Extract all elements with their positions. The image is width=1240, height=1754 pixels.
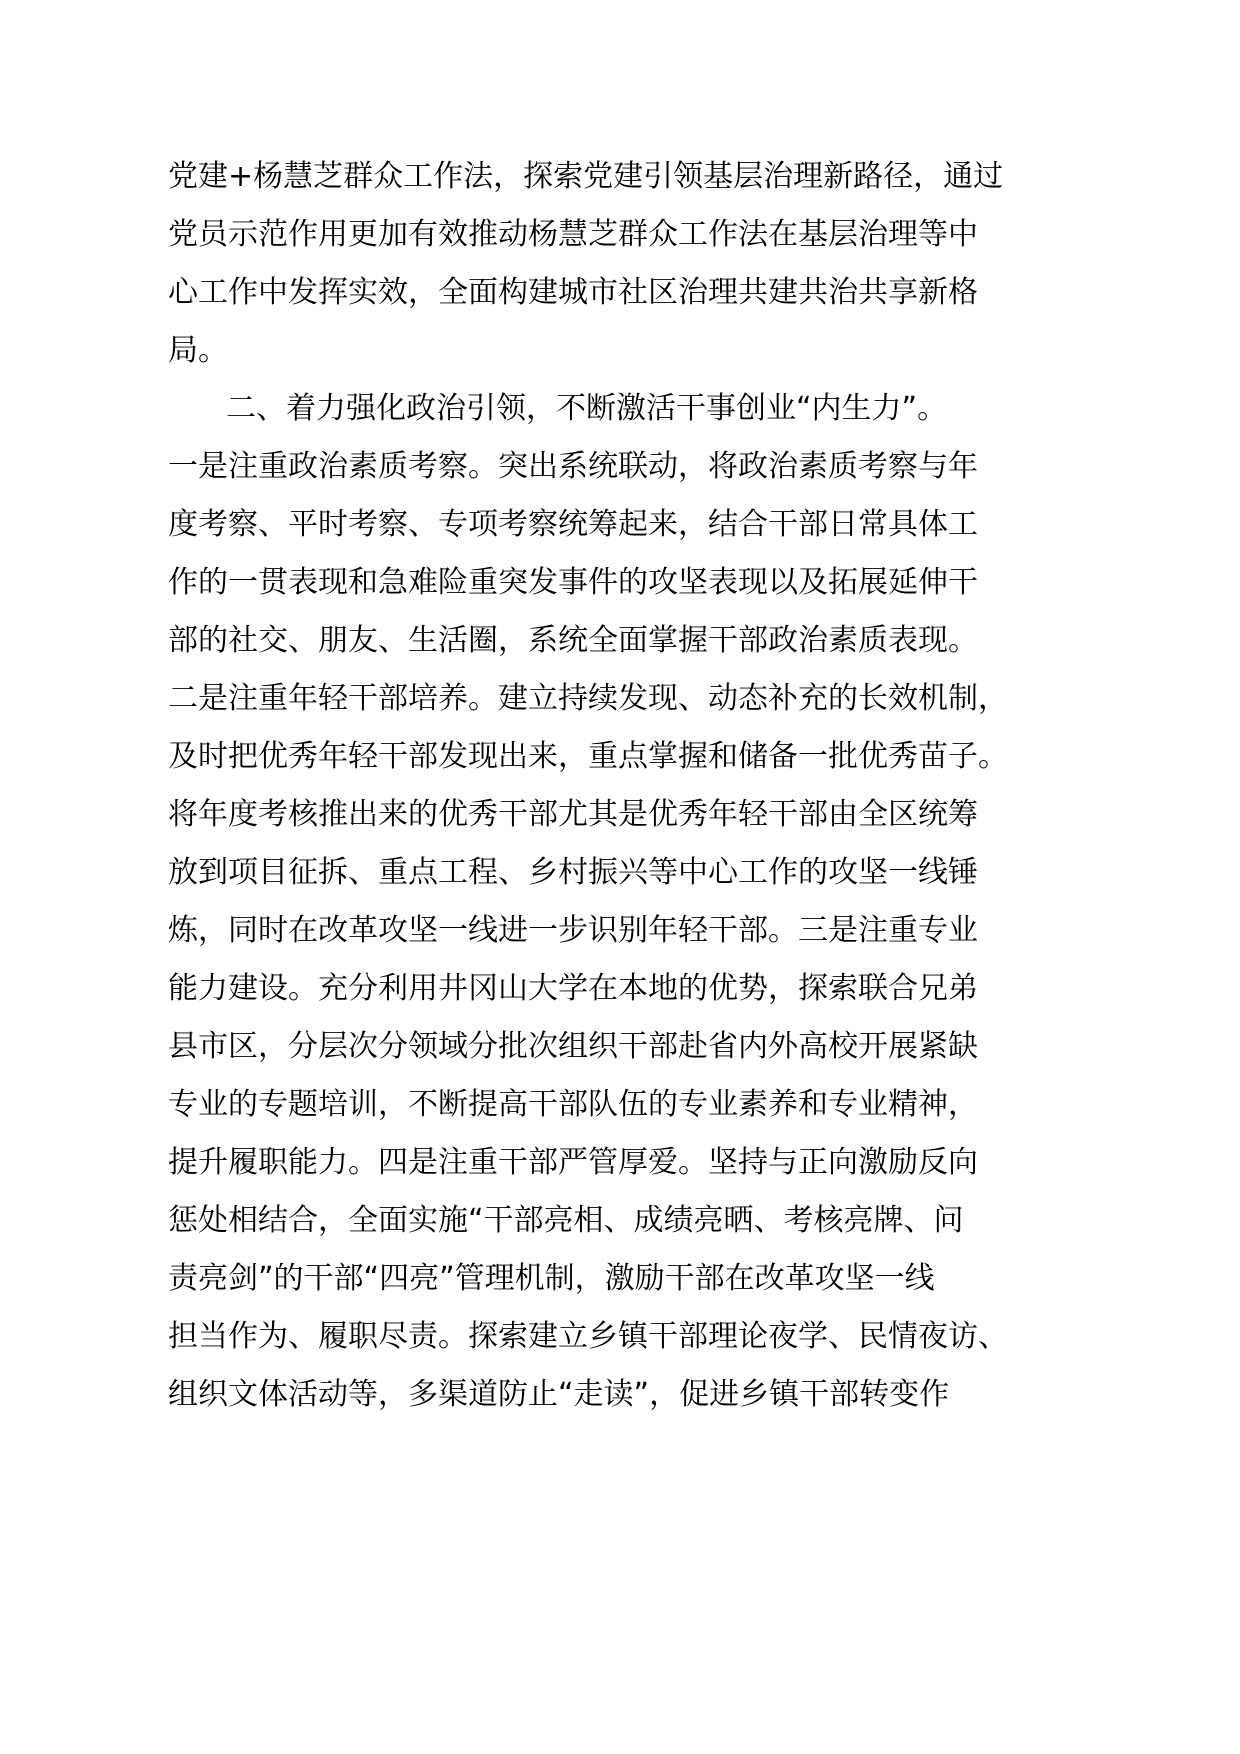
text-line-13: 放到项目征拆、重点工程、乡村振兴等中心工作的攻坚一线锤 <box>168 855 978 890</box>
body-text <box>168 148 1008 1424</box>
text-line-9: 部的社交、朋友、生活圈，系统全面掌握干部政治素质表现。 <box>168 623 978 658</box>
text-line-2: 党员示范作用更加有效推动杨慧芝群众工作法在基层治理等中 <box>168 217 978 252</box>
text-line-7: 度考察、平时考察、专项考察统筹起来，结合干部日常具体工 <box>168 507 978 542</box>
text-line-4: 局。 <box>168 333 228 368</box>
text-line-17: 专业的专题培训，不断提高干部队伍的专业素养和专业精神， <box>168 1087 978 1122</box>
text-line-18: 提升履职能力。四是注重干部严管厚爱。坚持与正向激励反向 <box>168 1145 978 1180</box>
text-line-14: 炼，同时在改革攻坚一线进一步识别年轻干部。三是注重专业 <box>168 913 978 948</box>
text-line-1: 党建+杨慧芝群众工作法，探索党建引领基层治理新路径，通过 <box>168 159 1004 194</box>
text-line-20: 责亮剑”的干部“四亮”管理机制，激励干部在改革攻坚一线 <box>168 1261 935 1296</box>
text-line-6: 一是注重政治素质考察。突出系统联动，将政治素质考察与年 <box>168 449 978 484</box>
text-line-12: 将年度考核推出来的优秀干部尤其是优秀年轻干部由全区统筹 <box>168 797 978 832</box>
text-line-10: 二是注重年轻干部培养。建立持续发现、动态补充的长效机制， <box>168 681 1008 716</box>
text-line-19: 惩处相结合，全面实施“干部亮相、成绩亮晒、考核亮牌、问 <box>168 1203 964 1238</box>
text-line-8: 作的一贯表现和急难险重突发事件的攻坚表现以及拓展延伸干 <box>168 565 978 600</box>
text-line-15: 能力建设。充分利用井冈山大学在本地的优势，探索联合兄弟 <box>168 971 978 1006</box>
text-line-21: 担当作为、履职尽责。探索建立乡镇干部理论夜学、民情夜访、 <box>168 1319 1008 1354</box>
text-line-22: 组织文体活动等，多渠道防止“走读”，促进乡镇干部转变作 <box>168 1377 950 1412</box>
section-heading: 二、着力强化政治引领，不断激活干事创业“内生力”。 <box>226 391 948 426</box>
text-line-16: 县市区，分层次分领域分批次组织干部赴省内外高校开展紧缺 <box>168 1029 978 1064</box>
text-line-3: 心工作中发挥实效，全面构建城市社区治理共建共治共享新格 <box>168 275 978 310</box>
text-line-11: 及时把优秀年轻干部发现出来，重点掌握和储备一批优秀苗子。 <box>168 739 1008 774</box>
